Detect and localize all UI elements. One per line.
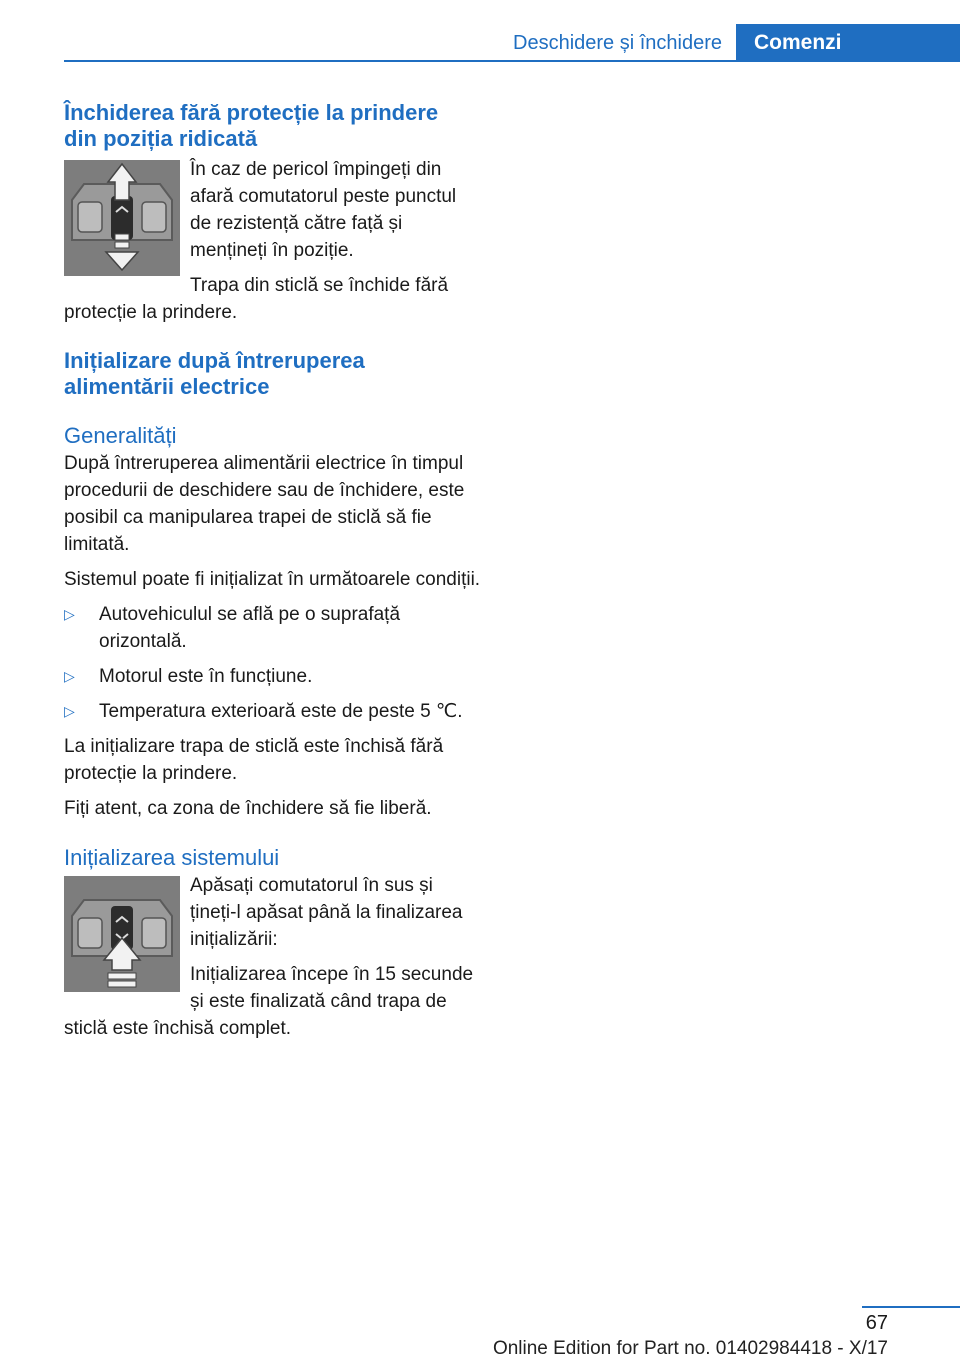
content-column — [64, 100, 482, 1042]
triangle-bullet-icon: ▷ — [64, 703, 75, 719]
list-item: ▷ Temperatura exterioară este de peste 5 ℃. — [64, 698, 482, 725]
header-section-title: Deschidere și închidere — [513, 32, 722, 54]
paragraph: La inițializare trapa de sticlă este închisă fără protecție la prindere. — [64, 736, 444, 784]
paragraph: După întreruperea alimentării electrice în timpul procedurii de deschidere sau de închidere, este posibil ca manipularea trapei de sticlă să fie limitată. — [64, 453, 465, 555]
page-number: 67 — [865, 1312, 888, 1334]
paragraph: Inițializarea începe în 15 secunde și este finalizată când trapa de sticlă este închisă complet. — [64, 964, 474, 1039]
paragraph: Sistemul poate fi inițializat în următoarele condiții. — [64, 569, 481, 590]
switch-push-forward-icon — [64, 160, 180, 276]
footer-edition: Online Edition for Part no. 01402984418 - X/17 — [492, 1338, 888, 1359]
paragraph: Fiți atent, ca zona de închidere să fie liberă. — [64, 798, 432, 819]
list-item: ▷ Autovehiculul se află pe o suprafață orizontală. — [64, 601, 482, 655]
switch-push-forward-figure — [64, 160, 180, 276]
triangle-bullet-icon: ▷ — [64, 668, 75, 684]
triangle-bullet-icon: ▷ — [64, 606, 75, 622]
switch-push-up-figure — [64, 876, 180, 992]
paragraph: Apăsați comutatorul în sus și țineți-l apăsat până la finalizarea inițializării: — [190, 875, 463, 950]
header-rule — [64, 60, 960, 62]
footer-rule — [862, 1306, 960, 1308]
switch-push-up-icon — [64, 876, 180, 992]
paragraph: Trapa din sticlă se închide fără protecție la prindere. — [64, 275, 449, 323]
subheading-general: Generalități — [64, 423, 177, 448]
header-chapter-tab: Comenzi — [736, 24, 960, 62]
heading-close-without-pinch-protection: Închiderea fără protecție la prindere din poziția ridicată — [64, 100, 439, 151]
subheading-system-init: Inițializarea sistemului — [64, 845, 280, 870]
paragraph: În caz de pericol împingeți din afară comutatorul peste punctul de rezistență către față și mențineți în poziție. — [190, 159, 457, 261]
heading-init-after-power-loss: Inițializare după întreruperea alimentării electrice — [64, 348, 365, 399]
list-item: ▷ Motorul este în funcțiune. — [64, 663, 482, 690]
